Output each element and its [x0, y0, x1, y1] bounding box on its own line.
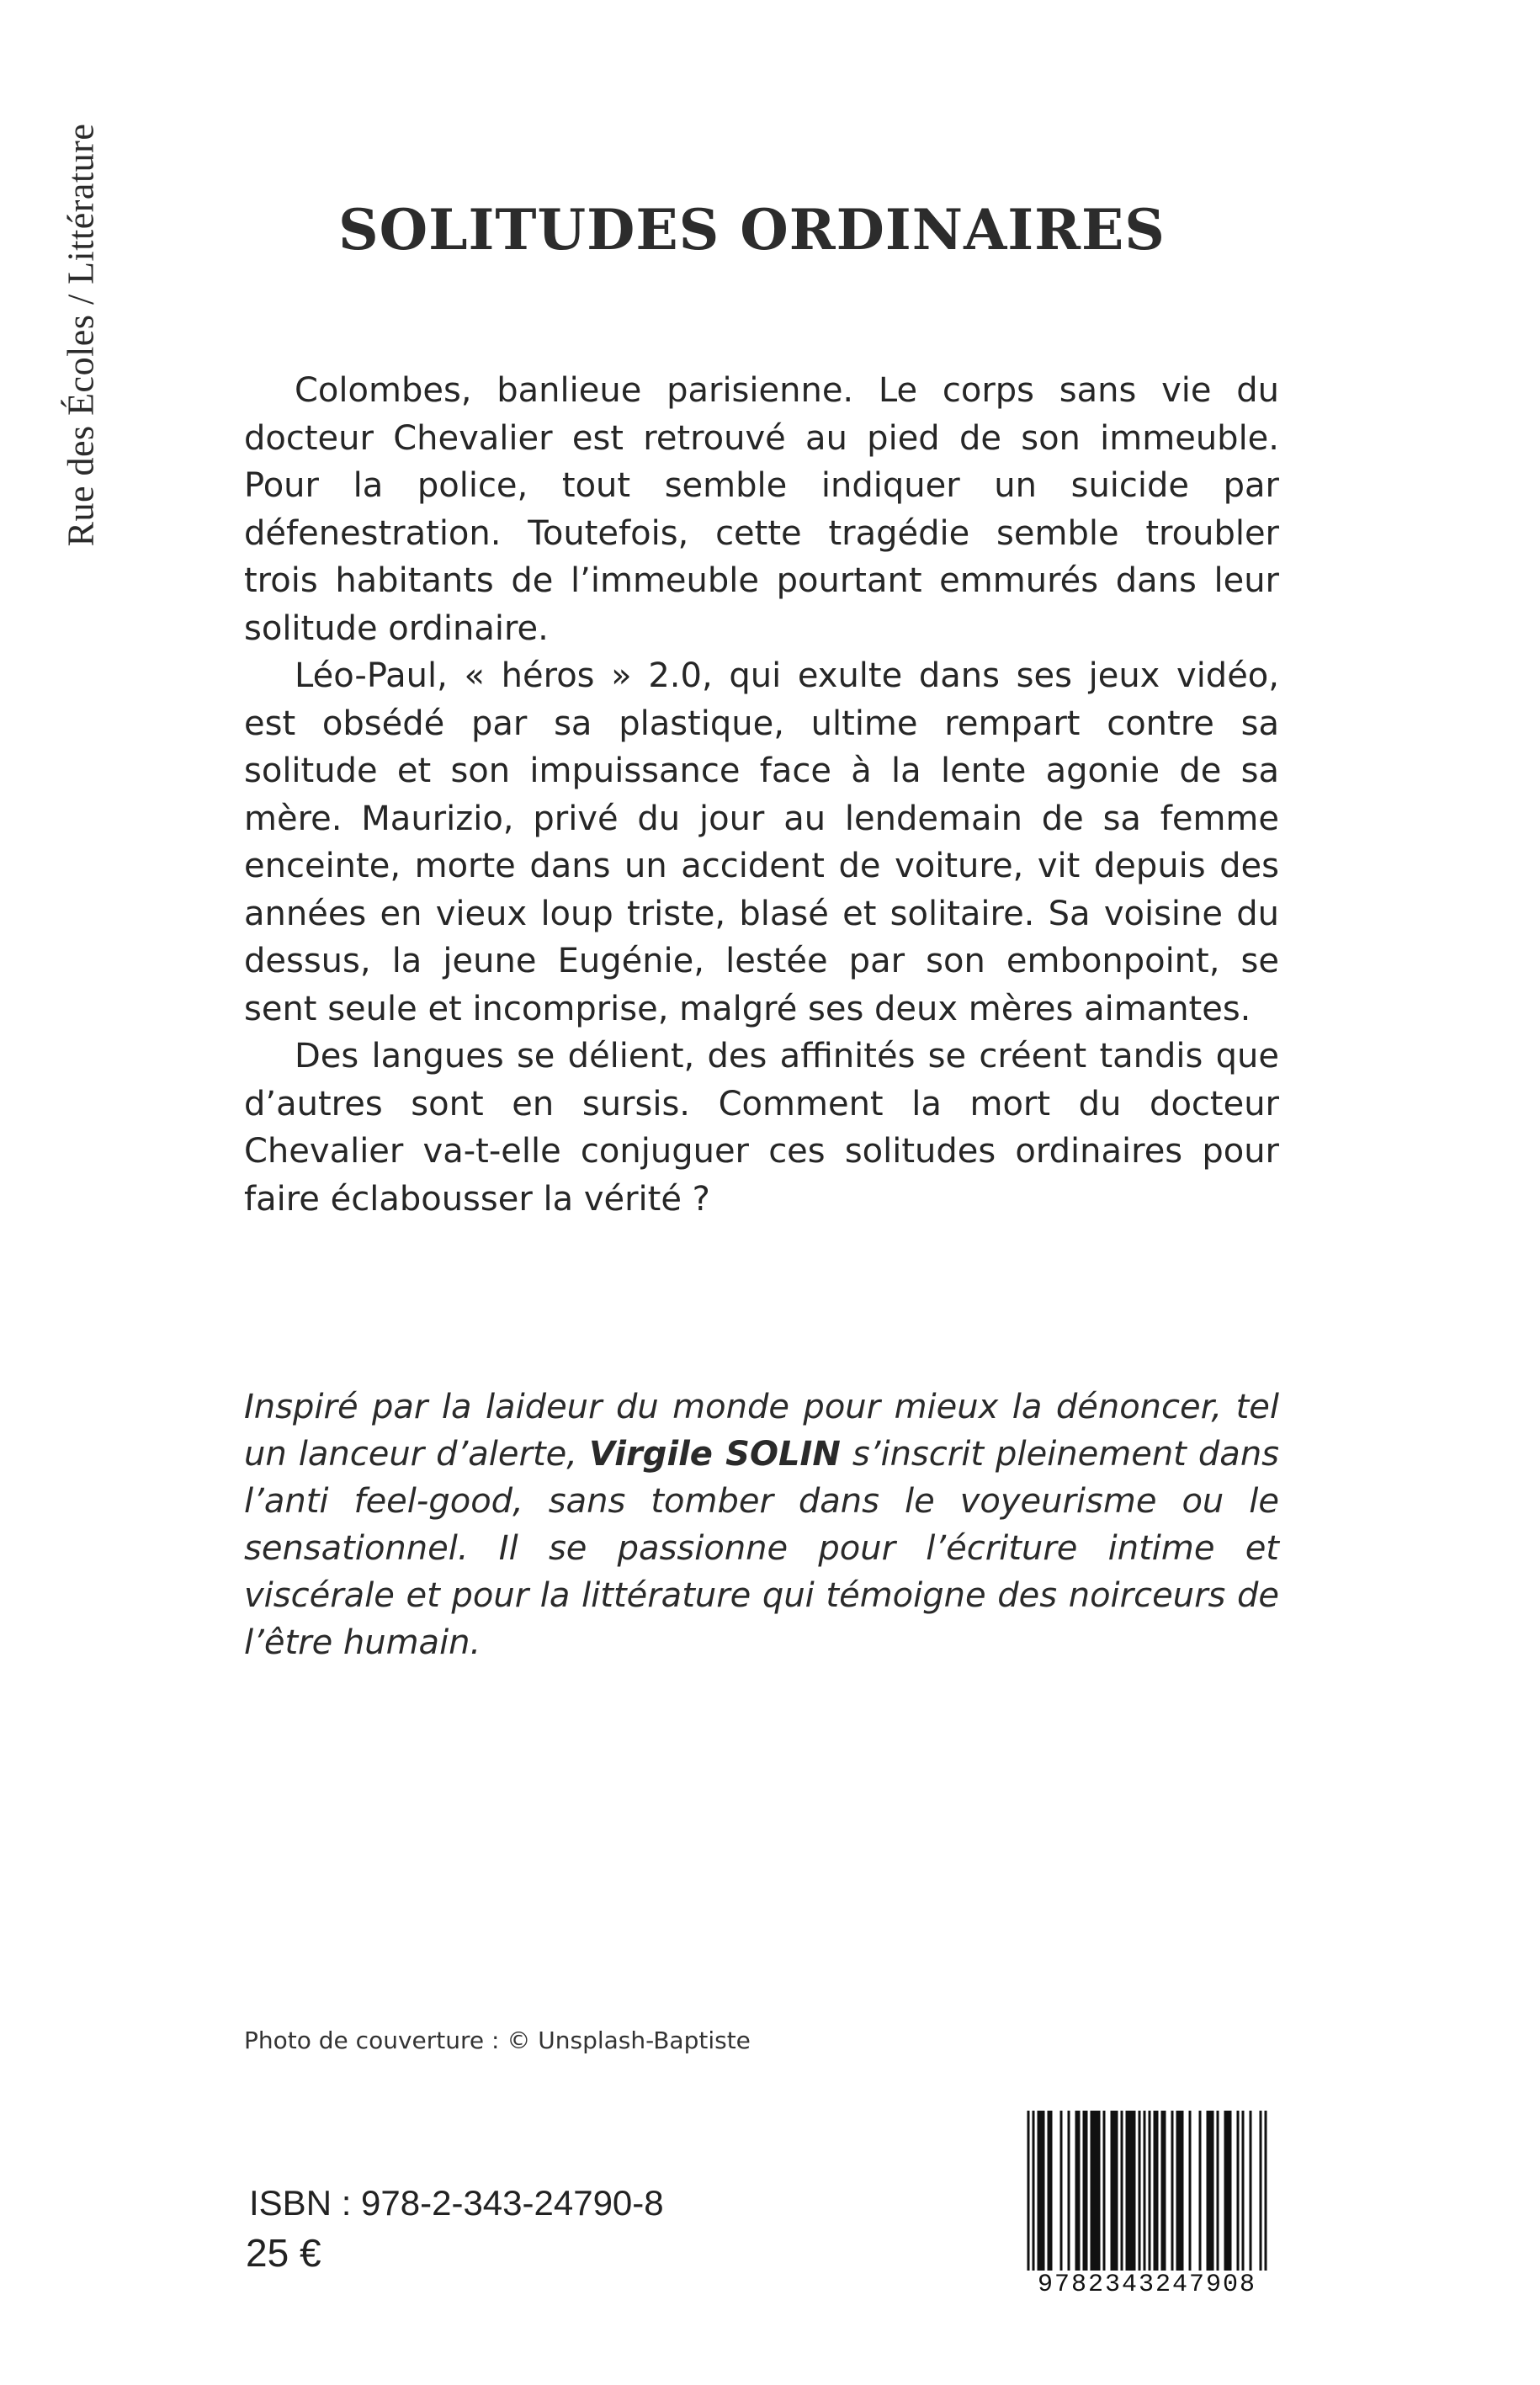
synopsis — [244, 367, 1279, 1223]
barcode-bar — [1033, 2111, 1035, 2289]
barcode-bar — [1212, 2111, 1214, 2271]
barcode-bar — [1209, 2111, 1212, 2271]
author-bio — [244, 1384, 1279, 1666]
barcode-bar — [1237, 2111, 1240, 2271]
barcode-bar — [1098, 2111, 1101, 2271]
barcode-bar — [1156, 2111, 1159, 2271]
barcode-bar — [1028, 2111, 1030, 2289]
author-name: Virgile SOLIN — [589, 1435, 841, 1474]
barcode-bar — [1199, 2111, 1202, 2271]
barcode-bar — [1171, 2111, 1174, 2271]
barcode-bar — [1227, 2111, 1229, 2271]
synopsis-paragraph: Des langues se délient, des affinités se créent tandis que d’autres sont en sursis. Comment la mort du docteur Chevalier va-t-elle conjuguer ces solitudes ordinaires pour faire éclabousser la vérité ? — [244, 1037, 1279, 1219]
barcode-bar — [1260, 2111, 1262, 2289]
barcode-bar — [1048, 2111, 1050, 2271]
barcode — [1017, 2111, 1277, 2299]
barcode-bar — [1043, 2111, 1045, 2271]
barcode-bar — [1207, 2111, 1209, 2271]
barcode-bar — [1164, 2111, 1166, 2271]
synopsis-paragraph: Colombes, banlieue parisienne. Le corps sans vie du docteur Chevalier est retrouvé au pied de son immeuble. Pour la police, tout semble indiquer un suicide par défenestration. Toutefois, cette tragédie semble troubler trois habitants de l’immeuble pourtant emmurés dans leur solitude ordinaire. — [244, 371, 1279, 648]
barcode-digits: 9782343247908 — [1017, 2271, 1277, 2299]
barcode-bar — [1038, 2111, 1040, 2271]
barcode-bar — [1144, 2111, 1146, 2289]
barcode-bar — [1134, 2111, 1136, 2271]
author-bio-intro: Inspiré par la laideur du monde pour mieux la dénoncer, tel un lanceur d’alerte, — [244, 1388, 1279, 1474]
barcode-bar — [1126, 2111, 1128, 2271]
author-bio-rest: s’inscrit pleinement dans l’anti feel-good, sans tomber dans le voyeurisme ou le sensationnel. Il se passionne pour l’écriture intime et viscérale et pour la littérature qui témoigne des noirceurs de l’être humain. — [244, 1435, 1280, 1662]
barcode-bar — [1050, 2111, 1053, 2271]
isbn: ISBN : 978-2-343-24790-8 — [249, 2183, 664, 2223]
barcode-bar — [1096, 2111, 1098, 2271]
barcode-bar — [1224, 2111, 1227, 2271]
barcode-bar — [1217, 2111, 1219, 2271]
barcode-bar — [1182, 2111, 1184, 2271]
barcode-bar — [1040, 2111, 1043, 2271]
barcode-bar — [1103, 2111, 1106, 2271]
barcode-bar — [1083, 2111, 1086, 2271]
barcode-bar — [1093, 2111, 1096, 2271]
barcode-bar — [1116, 2111, 1118, 2271]
price: 25 € — [246, 2231, 321, 2275]
barcode-bar — [1091, 2111, 1093, 2271]
barcode-bar — [1265, 2111, 1267, 2289]
synopsis-paragraph: Léo-Paul, « héros » 2.0, qui exulte dans ses jeux vidéo, est obsédé par sa plastique, ultime rempart contre sa solitude et son impuissance face à la lente agonie de sa mère. Maurizio, privé du jour au lendemain de sa femme enceinte, morte dans un accident de voiture, vit depuis des années en vieux loup triste, blasé et solitaire. Sa voisine du dessus, la jeune Eugénie, lestée par son embonpoint, se sent seule et incomprise, malgré ses deux mères aimantes. — [244, 656, 1279, 1028]
barcode-bar — [1189, 2111, 1192, 2271]
barcode-bar — [1161, 2111, 1164, 2271]
barcode-bar — [1060, 2111, 1063, 2271]
barcode-bar — [1139, 2111, 1141, 2271]
barcode-bar — [1128, 2111, 1131, 2271]
barcode-bar — [1121, 2111, 1123, 2271]
barcode-bar — [1113, 2111, 1116, 2271]
spine-collection-label: Rue des Écoles / Littérature — [60, 123, 102, 547]
barcode-bar — [1176, 2111, 1179, 2271]
barcode-bar — [1149, 2111, 1151, 2289]
barcode-bar — [1131, 2111, 1134, 2271]
barcode-bar — [1068, 2111, 1070, 2271]
barcode-bar — [1154, 2111, 1156, 2271]
barcode-bar — [1078, 2111, 1081, 2271]
barcode-bar — [1250, 2111, 1252, 2271]
barcode-bar — [1179, 2111, 1182, 2271]
photo-credit: Photo de couverture : © Unsplash-Baptiste — [244, 2026, 751, 2054]
barcode-bar — [1086, 2111, 1088, 2271]
barcode-bar — [1075, 2111, 1078, 2271]
book-title: SOLITUDES ORDINAIRES — [338, 197, 1166, 263]
barcode-bar — [1229, 2111, 1232, 2271]
barcode-bar — [1111, 2111, 1113, 2271]
barcode-bar — [1242, 2111, 1245, 2271]
